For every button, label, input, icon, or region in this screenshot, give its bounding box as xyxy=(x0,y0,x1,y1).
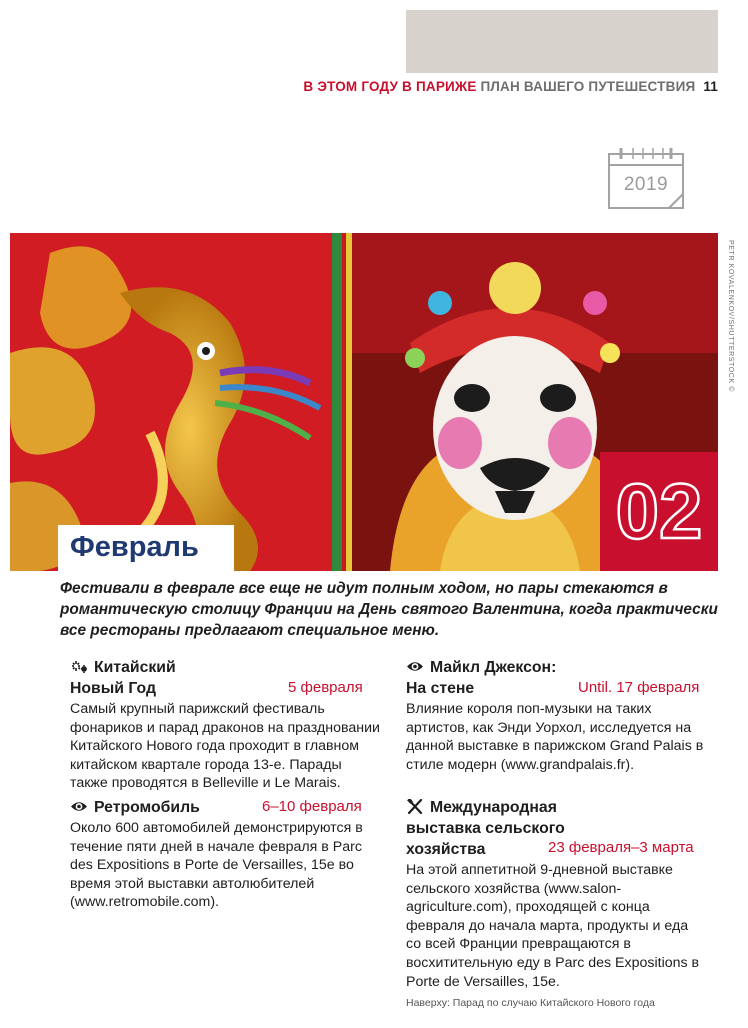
month-title-box xyxy=(58,525,234,571)
event-title: Майкл Джексон: На стене xyxy=(406,659,557,697)
event-chinese-new-year xyxy=(70,657,382,793)
event-date: 23 февраля–3 марта xyxy=(548,839,694,856)
event-date: Until. 17 февраля xyxy=(578,679,700,696)
photo-credit: PETR KOVALENKOV/SHUTTERSTOCK © xyxy=(727,240,734,393)
event-retromobile xyxy=(70,797,382,912)
intro-paragraph: Фестивали в феврале все еще не идут полным ходом, но пары стекаются в романтическую столицу Франции на День святого Валентина, когда практически все рестораны предлагают специальное меню. xyxy=(60,580,718,639)
event-title: Ретромобиль xyxy=(70,797,382,818)
event-description: Влияние короля поп-музыки на таких артистов, как Энди Уорхол, исследуется на данной выставке в парижском Grand Palais в стиле модерн (www.grandpalais.fr). xyxy=(406,701,704,773)
photo-caption: Наверху: Парад по случаю Китайского Нового года xyxy=(406,997,655,1009)
eye-icon xyxy=(406,659,424,674)
event-description: На этой аппетитной 9-дневной выставке сельского хозяйства (www.salon-agriculture.com), проходящей с конца февраля до начала марта, продукты и еда со всей Франции превращаются в восхитительную еду в Parc des Expositions в Porte de Versailles, 15e. xyxy=(406,862,700,990)
event-title: Международная выставка сельского хозяйства xyxy=(406,799,565,858)
event-description: Самый крупный парижский фестиваль фонариков и парад драконов на праздновании Китайского Нового года проходит в главном китайском квартале города 13-е. Парады также проводятся в Belleville и Le Marais. xyxy=(70,701,380,792)
month-number-badge xyxy=(600,452,718,571)
chapter-title: ПЛАН ВАШЕГО ПУТЕШЕСТВИЯ xyxy=(480,79,696,94)
month-number: 02 xyxy=(615,467,703,555)
event-agriculture-show xyxy=(406,797,706,991)
fork-knife-icon xyxy=(406,799,424,814)
section-title: В ЭТОМ ГОДУ В ПАРИЖЕ xyxy=(303,79,477,94)
calendar-icon xyxy=(607,146,685,210)
header-color-band xyxy=(406,10,718,73)
event-title: Китайский Новый Год xyxy=(70,659,176,697)
event-date: 5 февраля xyxy=(288,679,363,696)
event-date: 6–10 февраля xyxy=(262,798,362,815)
calendar-year: 2019 xyxy=(623,174,669,195)
event-michael-jackson xyxy=(406,657,706,774)
page-number: 11 xyxy=(703,79,718,94)
eye-icon xyxy=(70,799,88,814)
event-description: Около 600 автомобилей демонстрируются в течение пяти дней в начале февраля в Parc des Expositions в Porte de Versailles, 15e во время этой выставки автолюбителей (www.retromobile.com). xyxy=(70,820,363,911)
month-title: Февраль xyxy=(70,531,199,563)
fireworks-icon xyxy=(70,659,88,674)
running-head xyxy=(303,79,718,94)
